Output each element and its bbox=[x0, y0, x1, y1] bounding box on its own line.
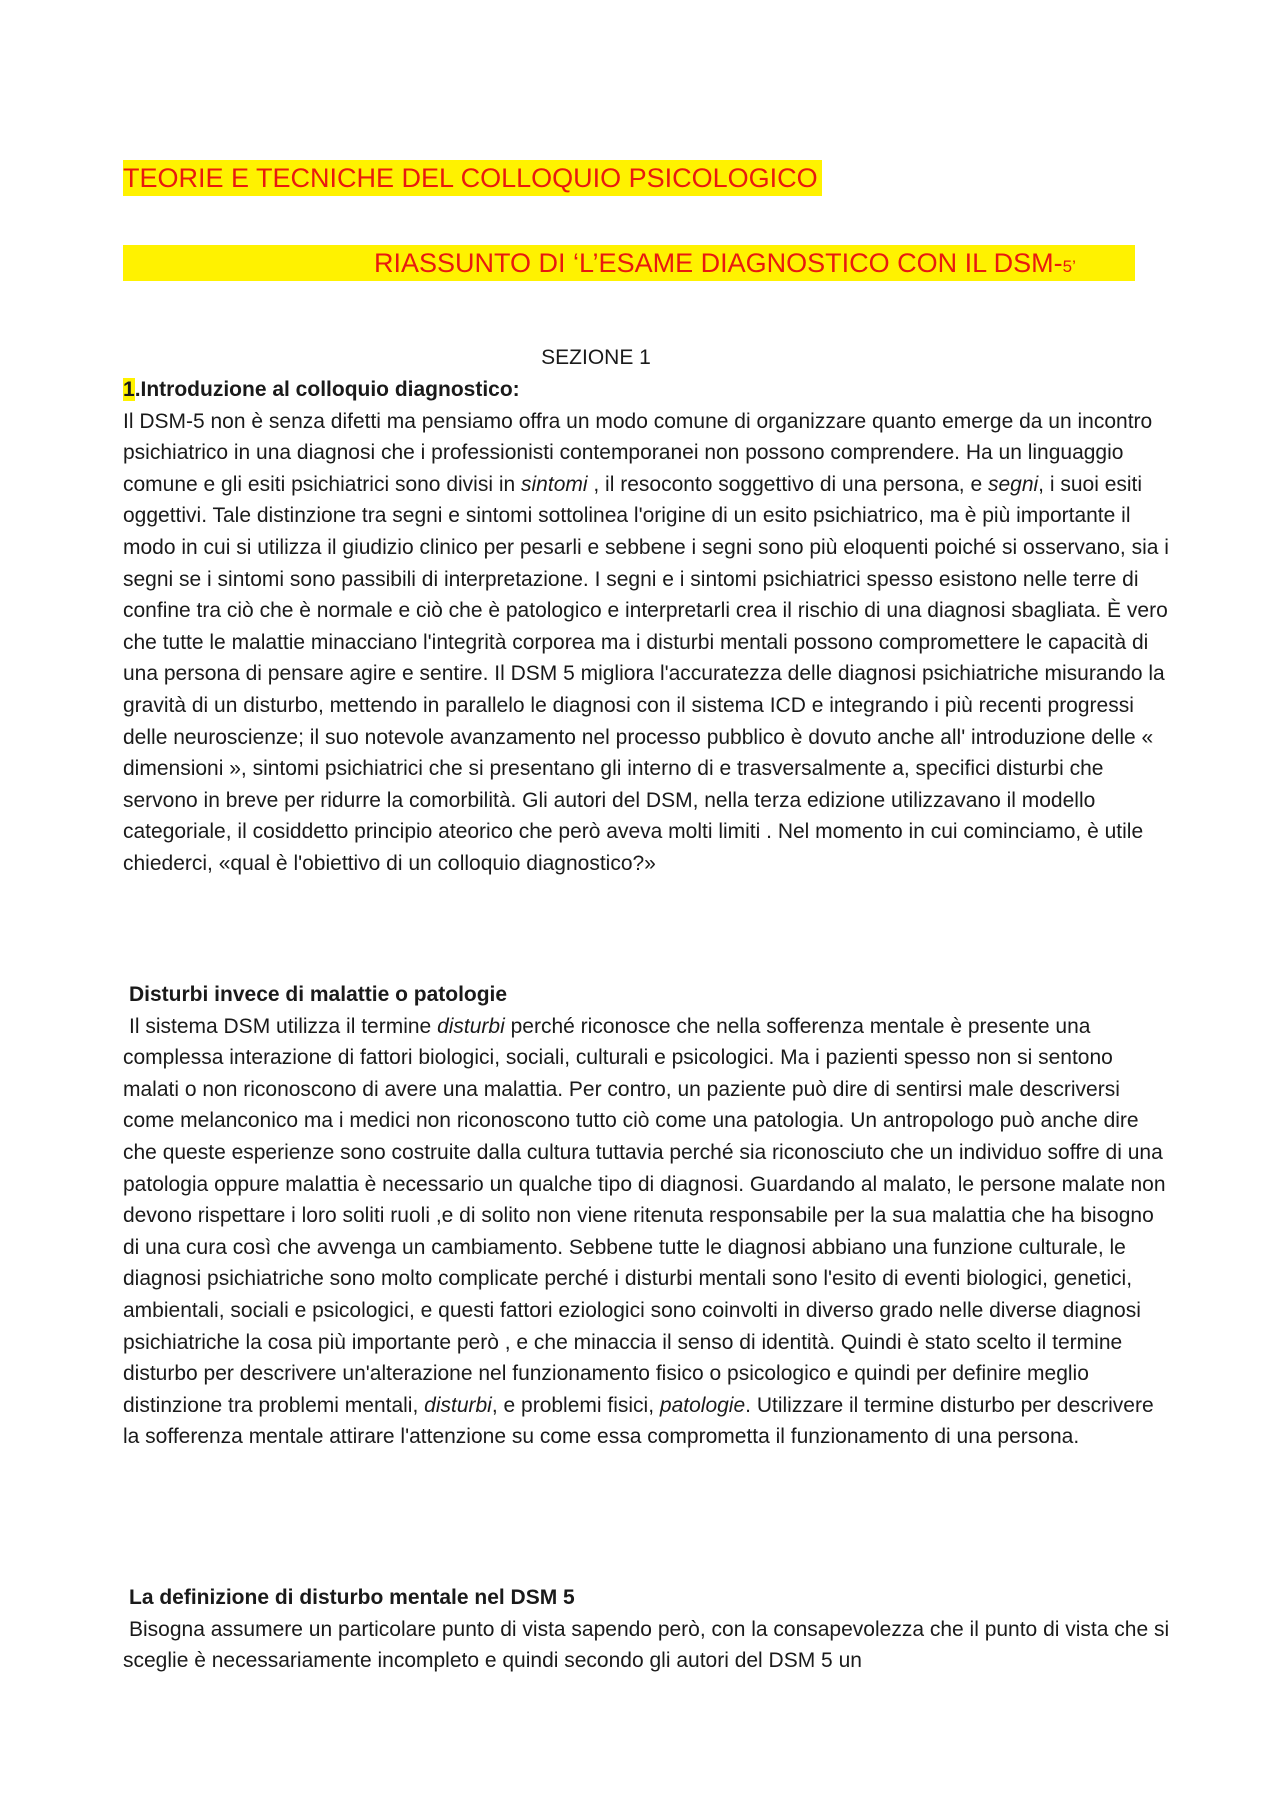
document-subtitle bbox=[374, 245, 1076, 285]
document-title: TEORIE E TECNICHE DEL COLLOQUIO PSICOLOGICO bbox=[123, 160, 822, 196]
disturbi-text-4: . Utilizzare il termine disturbo per descrivere la sofferenza mentale attirare l'attenzione su come essa comprometta il funzionamento di una persona. bbox=[123, 1393, 1154, 1449]
disturbi-heading: Disturbi invece di malattie o patologie bbox=[129, 983, 508, 1006]
intro-text-1: Il DSM-5 non è senza difetti ma pensiamo offra un modo comune di organizzare quanto emerge da un incontro psichiatrico in una diagnosi che i professionisti contemporanei non possono comprendere. Ha un linguaggio comune e gli esiti psichiatrici sono divisi in bbox=[123, 409, 1153, 496]
intro-heading-text: .Introduzione al colloquio diagnostico: bbox=[134, 378, 520, 401]
definizione-text-1: Bisogna assumere un particolare punto di vista sapendo però, con la consapevolezza che il punto di vista che si sceglie è necessariamente incompleto e quindi secondo gli autori del DSM 5 un bbox=[123, 1617, 1170, 1673]
intro-text-3: , i suoi esiti oggettivi. Tale distinzione tra segni e sintomi sottolinea l'origine di un esito psichiatrico, ma è più importante il modo in cui si utilizza il giudizio clinico per pesarli e sebbene i segni sono più eloquenti poiché si osservano, sia i segni se i sintomi sono passibili di interpretazione. I segni e i sintomi psichiatrici spesso esistono nelle terre di confine tra ciò che è normale e ciò che è patologico e interpretarli crea il rischio di una diagnosi sbagliata. È vero che tutte le malattie minacciano l'integrità corporea ma i disturbi mentali possono compromettere le capacità di una persona di pensare agire e sentire. Il DSM 5 migliora l'accuratezza delle diagnosi psichiatriche misurando la gravità di un disturbo, mettendo in parallelo le diagnosi con il sistema ICD e integrando i più recenti progressi delle neuroscienze; il suo notevole avanzamento nel processo pubblico è dovuto anche all' introduzione delle « dimensioni », sintomi psichiatrici che si presentano gli interno di e trasversalmente a, specifici disturbi che servono in breve per ridurre la comorbilità. Gli autori del DSM, nella terza edizione utilizzavano il modello categoriale, il cosiddetto principio ateorico che però aveva molti limiti . Nel momento in cui cominciamo, è utile chiederci, «qual è l'obiettivo di un colloquio diagnostico?» bbox=[123, 472, 1169, 875]
disturbi-text-1: Il sistema DSM utilizza il termine bbox=[129, 1014, 438, 1038]
disturbi-paragraph bbox=[123, 1011, 1173, 1453]
definizione-section bbox=[123, 1582, 1173, 1677]
disturbi-text-2: perché riconosce che nella sofferenza mentale è presente una complessa interazione di fattori biologici, sociali, culturali e psicologici. Ma i pazienti spesso non si sentono malati o non riconoscono di avere una malattia. Per contro, un paziente può dire di sentirsi male descriversi come melanconico ma i medici non riconoscono tutto ciò come una patologia. Un antropologo può anche dire che queste esperienze sono costruite dalla cultura tuttavia perché sia riconosciuto che un individuo soffre di una patologia oppure malattia è necessario un qualche tipo di diagnosi. Guardando al malato, le persone malate non devono rispettare i loro soliti ruoli ,e di solito non viene ritenuta responsabile per la sua malattia che ha bisogno di una cura così che avvenga un cambiamento. Sebbene tutte le diagnosi abbiano una funzione culturale, le diagnosi psichiatriche sono molto complicate perché i disturbi mentali sono l'esito di eventi biologici, genetici, ambientali, sociali e psicologici, e questi fattori eziologici sono coinvolti in diverso grado nelle diverse diagnosi psichiatriche la cosa più importante però , e che minaccia il senso di identità. Quindi è stato scelto il termine disturbo per descrivere un'alterazione nel funzionamento fisico o psicologico e quindi per definire meglio distinzione tra problemi mentali, bbox=[123, 1014, 1166, 1417]
subtitle-tail: 5’ bbox=[1062, 257, 1076, 276]
intro-italic-sintomi: sintomi bbox=[521, 472, 588, 496]
definizione-heading: La definizione di disturbo mentale nel DSM 5 bbox=[129, 1586, 575, 1609]
intro-italic-segni: segni bbox=[987, 472, 1039, 496]
intro-text-2: , il resoconto soggettivo di una persona, e bbox=[587, 472, 988, 496]
disturbi-italic-1: disturbi bbox=[437, 1014, 505, 1038]
intro-heading bbox=[123, 374, 1173, 406]
disturbi-italic-patologie: patologie bbox=[659, 1393, 746, 1417]
disturbi-section bbox=[123, 979, 1173, 1453]
intro-paragraph bbox=[123, 406, 1173, 880]
disturbi-text-3: , e problemi fisici, bbox=[491, 1393, 660, 1417]
section-number: 1 bbox=[123, 378, 135, 401]
section-label: SEZIONE 1 bbox=[541, 346, 651, 369]
disturbi-italic-2: disturbi bbox=[424, 1393, 492, 1417]
definizione-paragraph bbox=[123, 1614, 1173, 1677]
intro-section bbox=[123, 374, 1173, 880]
subtitle-main: RIASSUNTO DI ‘L’ESAME DIAGNOSTICO CON IL DSM- bbox=[374, 248, 1063, 278]
